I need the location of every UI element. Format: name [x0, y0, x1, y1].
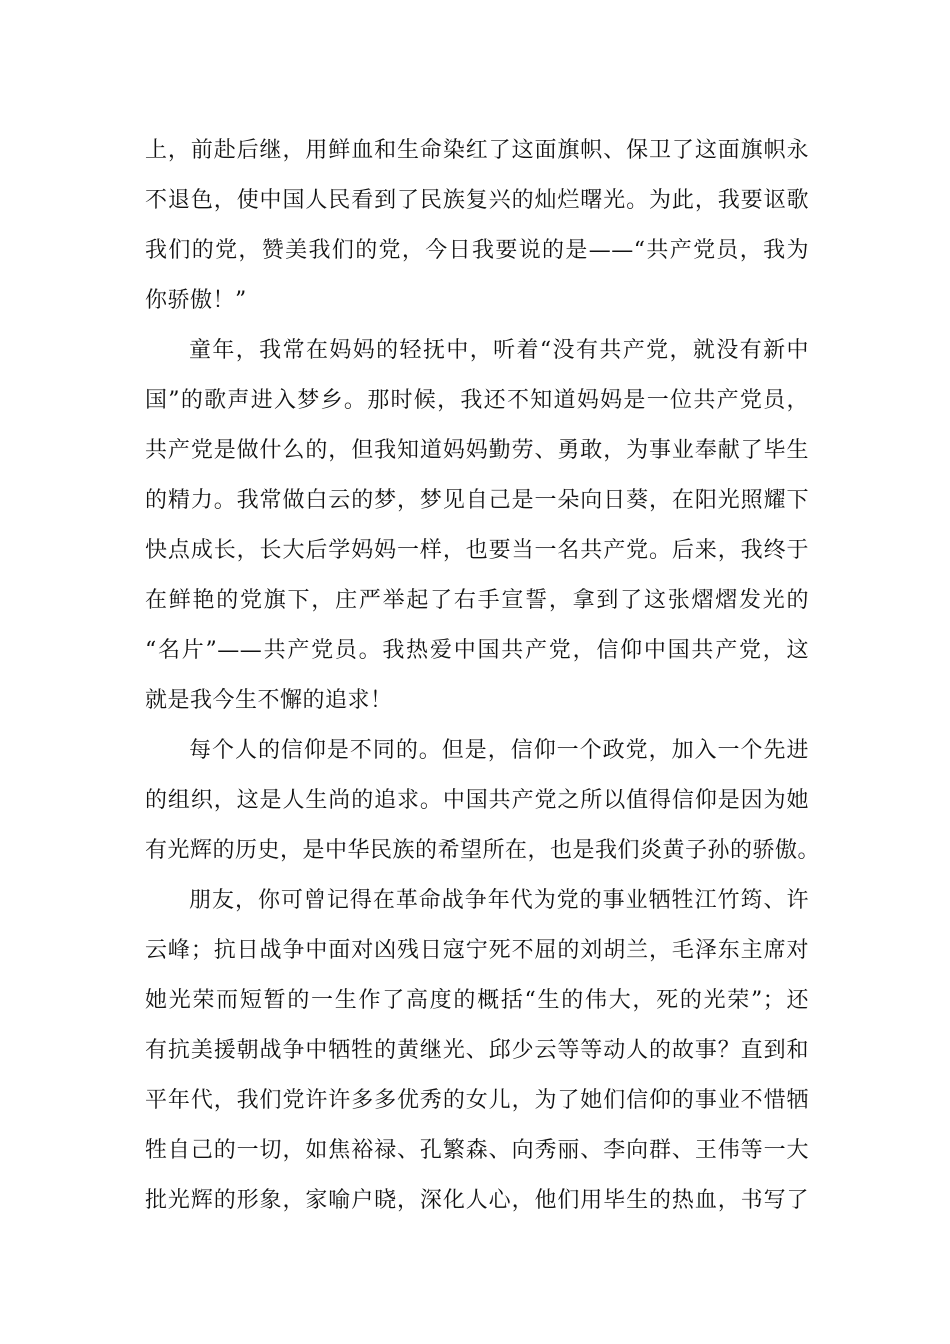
text-line: “名片”——共产党员。我热爱中国共产党，信仰中国共产党，这	[145, 638, 809, 663]
text-line: 共产党是做什么的，但我知道妈妈勤劳、勇敢，为事业奉献了毕生	[145, 438, 809, 463]
text-line: 有抗美援朝战争中牺牲的黄继光、邱少云等等动人的故事？直到和	[145, 1038, 809, 1063]
text-line: 我们的党，赞美我们的党，今日我要说的是——“共产党员，我为	[145, 238, 809, 263]
text-line: 不退色，使中国人民看到了民族复兴的灿烂曙光。为此，我要讴歌	[145, 188, 809, 213]
text-line: 她光荣而短暂的一生作了高度的概括“生的伟大，死的光荣”；还	[145, 988, 809, 1013]
text-line: 快点成长，长大后学妈妈一样，也要当一名共产党。后来，我终于	[145, 538, 809, 563]
text-line: 有光辉的历史，是中华民族的希望所在，也是我们炎黄子孙的骄傲。	[145, 838, 821, 863]
text-line: 云峰；抗日战争中面对凶残日寇宁死不屈的刘胡兰，毛泽东主席对	[145, 938, 809, 963]
text-line: 平年代，我们党许许多多优秀的女儿，为了她们信仰的事业不惜牺	[145, 1088, 809, 1113]
text-line: 上，前赴后继，用鲜血和生命染红了这面旗帜、保卫了这面旗帜永	[145, 138, 809, 163]
text-line: 的精力。我常做白云的梦，梦见自己是一朵向日葵，在阳光照耀下	[145, 488, 809, 513]
text-line: 童年，我常在妈妈的轻抚中，听着“没有共产党，就没有新中	[189, 338, 809, 363]
text-line: 的组织，这是人生尚的追求。中国共产党之所以值得信仰是因为她	[145, 788, 809, 813]
text-line: 批光辉的形象，家喻户晓，深化人心，他们用毕生的热血，书写了	[145, 1188, 809, 1213]
text-line: 每个人的信仰是不同的。但是，信仰一个政党，加入一个先进	[189, 738, 809, 763]
text-line: 国”的歌声进入梦乡。那时候，我还不知道妈妈是一位共产党员，	[145, 388, 809, 413]
text-line: 牲自己的一切，如焦裕禄、孔繁森、向秀丽、李向群、王伟等一大	[145, 1138, 809, 1163]
text-line: 就是我今生不懈的追求！	[145, 688, 393, 713]
text-line: 你骄傲！”	[145, 288, 247, 313]
text-line: 在鲜艳的党旗下，庄严举起了右手宣誓，拿到了这张熠熠发光的	[145, 588, 809, 613]
text-line: 朋友，你可曾记得在革命战争年代为党的事业牺牲江竹筠、许	[189, 888, 809, 913]
